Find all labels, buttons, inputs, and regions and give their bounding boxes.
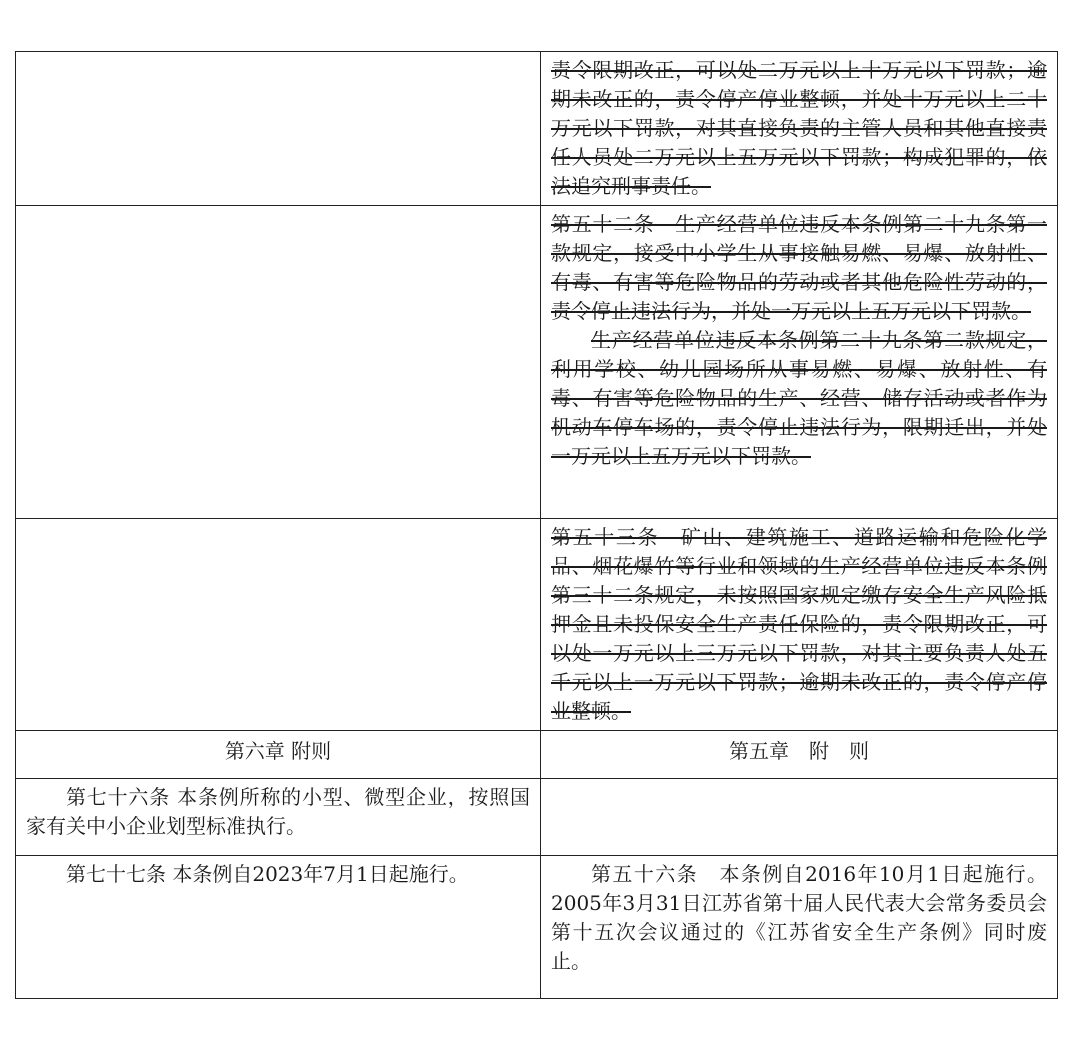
table-row xyxy=(16,206,1058,519)
left-chapter-cell xyxy=(16,731,541,779)
right-cell-article-53 xyxy=(541,519,1058,731)
comparison-table xyxy=(15,51,1058,999)
table-row xyxy=(16,519,1058,731)
left-cell-empty xyxy=(16,206,541,519)
left-cell-empty xyxy=(16,52,541,206)
deleted-article-52: 第五十二条 生产经营单位违反本条例第二十九条第一款规定，接受中小学生从事接触易燃、易爆、放射性、有毒、有害等危险物品的劳动或者其他危险性劳动的，责令停止违法行为，并处一万元以上五万元以下罚款。 xyxy=(551,212,1047,323)
table-row xyxy=(16,731,1058,779)
chapter-heading-old: 第五章 附 则 xyxy=(729,739,869,763)
table-row xyxy=(16,52,1058,206)
deleted-article-53: 第五十三条 矿山、建筑施工、道路运输和危险化学品、烟花爆竹等行业和领域的生产经营单位违反本条例第三十二条规定，未按照国家规定缴存安全生产风险抵押金且未投保安全生产责任保险的，责令限期改正，可以处一万元以上三万元以下罚款，对其主要负责人处五千元以上一万元以下罚款；逾期未改正的，责令停产停业整顿。 xyxy=(551,525,1047,723)
article-76: 第七十六条 本条例所称的小型、微型企业，按照国家有关中小企业划型标准执行。 xyxy=(26,785,530,838)
right-cell-deleted-text xyxy=(541,52,1058,206)
left-cell-article-77 xyxy=(16,856,541,999)
right-cell-article-56 xyxy=(541,856,1058,999)
chapter-heading-new: 第六章 附则 xyxy=(224,739,332,763)
table-row xyxy=(16,779,1058,856)
left-cell-empty xyxy=(16,519,541,731)
deleted-paragraph: 责令限期改正，可以处二万元以上十万元以下罚款；逾期未改正的，责令停产停业整顿，并处十万元以上二十万元以下罚款，对其直接负责的主管人员和其他直接责任人员处二万元以上五万元以下罚款；构成犯罪的，依法追究刑事责任。 xyxy=(551,58,1047,198)
left-cell-article-76 xyxy=(16,779,541,856)
deleted-article-52-clause-2: 生产经营单位违反本条例第二十九条第二款规定，利用学校、幼儿园场所从事易燃、易爆、放射性、有毒、有害等危险物品的生产、经营、储存活动或者作为机动车停车场的，责令停止违法行为，限期迁出，并处一万元以上五万元以下罚款。 xyxy=(551,328,1047,468)
article-56: 第五十六条 本条例自2016年10月1日起施行。2005年3月31日江苏省第十届人民代表大会常务委员会第十五次会议通过的《江苏省安全生产条例》同时废止。 xyxy=(551,862,1047,973)
right-cell-article-52 xyxy=(541,206,1058,519)
article-77: 第七十七条 本条例自2023年7月1日起施行。 xyxy=(66,862,469,886)
right-cell-empty xyxy=(541,779,1058,856)
right-chapter-cell xyxy=(541,731,1058,779)
table-row xyxy=(16,856,1058,999)
